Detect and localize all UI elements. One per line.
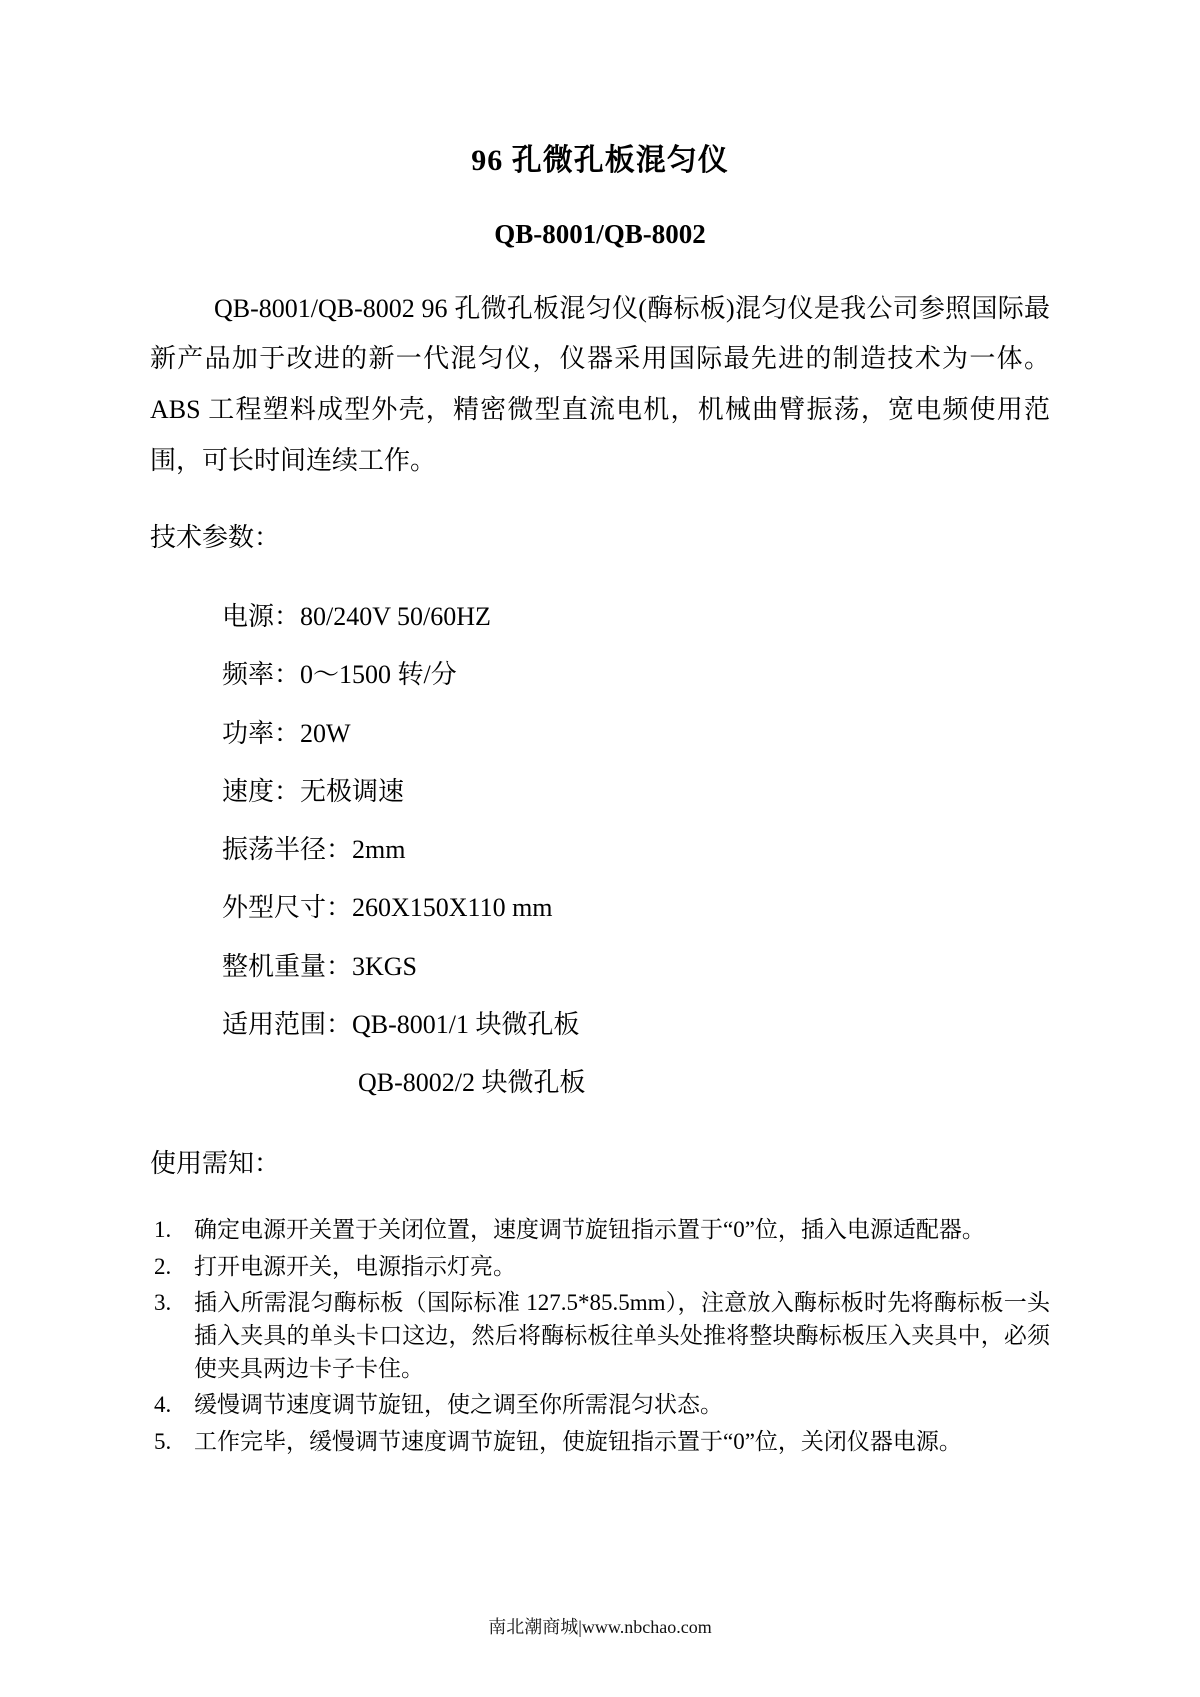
- spec-item-power-supply: 电源：80/240V 50/60HZ: [222, 601, 491, 631]
- usage-item-1: 确定电源开关置于关闭位置，速度调节旋钮指示置于“0”位，插入电源适配器。: [194, 1217, 985, 1242]
- page-footer: 南北潮商城|www.nbchao.com: [488, 1617, 712, 1637]
- spec-item-dimensions: 外型尺寸：260X150X110 mm: [222, 893, 553, 923]
- spec-item-wattage: 功率：20W: [222, 718, 351, 748]
- specs-list: [150, 588, 1050, 1113]
- spec-item-application-range-second: QB-8002/2 块微孔板: [358, 1068, 586, 1098]
- intro-text: QB-8001/QB-8002 96 孔微孔板混匀仪(酶标板)混匀仪是我公司参照国际最新产品加于改进的新一代混匀仪，仪器采用国际最先进的制造技术为一体。ABS 工程塑料成型外壳，精密微型直流电机，机械曲臂振荡，宽电频使用范围，可长时间连续工作。: [150, 293, 1050, 475]
- spec-item-application-range: 适用范围：QB-8001/1 块微孔板: [222, 1010, 580, 1040]
- specs-heading: 技术参数：: [150, 522, 281, 552]
- spec-item-orbit-radius: 振荡半径：2mm: [222, 835, 406, 865]
- usage-list: [150, 1214, 1050, 1459]
- model-subtitle: QB-8001/QB-8002: [494, 219, 706, 249]
- usage-heading: 使用需知：: [150, 1148, 281, 1178]
- spec-item-weight: 整机重量：3KGS: [222, 951, 418, 981]
- usage-item-2: 打开电源开关，电源指示灯亮。: [194, 1253, 516, 1279]
- spec-item-speed: 速度：无极调速: [222, 776, 405, 806]
- intro-paragraph: [150, 284, 1050, 487]
- usage-item-3: 插入所需混匀酶标板（国际标准 127.5*85.5mm），注意放入酶标板时先将酶标板一头插入夹具的单头卡口这边，然后将酶标板往单头处推将整块酶标板压入夹具中，必须使夹具两边卡子卡住。: [194, 1290, 1050, 1381]
- page-title: 96 孔微孔板混匀仪: [471, 144, 729, 177]
- spec-item-frequency: 频率：0～1500 转/分: [222, 660, 457, 690]
- usage-item-4: 缓慢调节速度调节旋钮，使之调至你所需混匀状态。: [194, 1392, 723, 1418]
- usage-item-5: 工作完毕，缓慢调节速度调节旋钮，使旋钮指示置于“0”位，关闭仪器电源。: [194, 1428, 962, 1454]
